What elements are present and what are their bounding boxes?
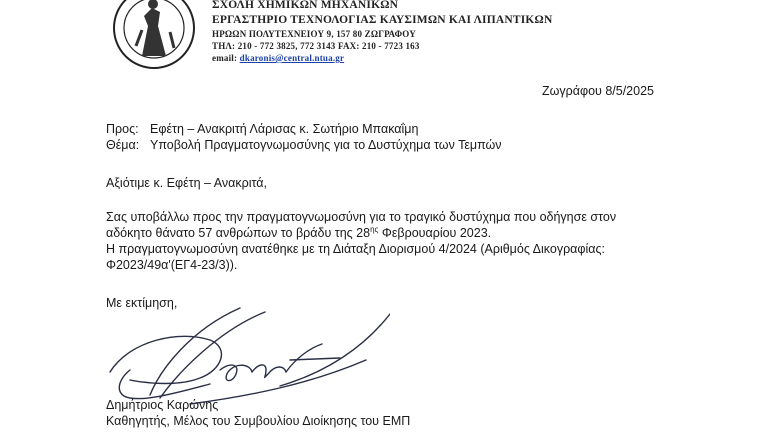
recipient-label: Προς: bbox=[106, 122, 139, 136]
signer-name: Δημήτριος Καρώνης bbox=[106, 398, 219, 412]
email-link[interactable]: dkaronis@central.ntua.gr bbox=[239, 53, 345, 63]
handwritten-signature bbox=[90, 300, 390, 410]
recipient-value: Εφέτη – Ανακριτή Λάρισας κ. Σωτήριο Μπακαΐμη bbox=[150, 122, 419, 136]
closing: Με εκτίμηση, bbox=[106, 296, 178, 310]
salutation: Αξιότιμε κ. Εφέτη – Ανακριτά, bbox=[106, 176, 267, 190]
university-seal-logo bbox=[112, 0, 196, 70]
signer-role: Καθηγητής, Μέλος του Συμβουλίου Διοίκησης του ΕΜΠ bbox=[106, 414, 411, 428]
body-line-3: Η πραγματογνωμοσύνη ανατέθηκε με τη Διάταξη Διορισμού 4/2024 (Αριθμός Δικογραφίας: bbox=[106, 242, 606, 256]
subject-value: Υποβολή Πραγματογνωμοσύνης για το Δυστύχημα των Τεμπών bbox=[150, 138, 502, 152]
letterhead-school: ΣΧΟΛΗ ΧΗΜΙΚΩΝ ΜΗΧΑΝΙΚΩΝ bbox=[212, 0, 399, 11]
body-line-2 bbox=[106, 226, 491, 241]
email-label: email: bbox=[212, 53, 238, 63]
letterhead-email-row bbox=[212, 52, 552, 64]
body-line-4: Φ2023/49α'(ΕΓ4-23/3)). bbox=[106, 258, 238, 272]
ordinal-superscript: ης bbox=[370, 224, 379, 234]
subject-label: Θέμα: bbox=[106, 138, 140, 152]
recipient-line bbox=[106, 122, 418, 137]
subject-line bbox=[106, 138, 502, 153]
body-line-1: Σας υποβάλλω προς την πραγματογνωμοσύνη για το τραγικό δυστύχημα που οδήγησε στον bbox=[106, 210, 617, 224]
letterhead-lab: ΕΡΓΑΣΤΗΡΙΟ ΤΕΧΝΟΛΟΓΙΑΣ ΚΑΥΣΙΜΩΝ ΚΑΙ ΛΙΠΑΝΤΙΚΩΝ bbox=[212, 14, 553, 26]
body-line-2-text: αδόκητο θάνατο 57 ανθρώπων το βράδυ της 28 bbox=[106, 226, 371, 240]
body-line-2-end: Φεβρουαρίου 2023. bbox=[378, 226, 492, 240]
letterhead bbox=[212, 0, 552, 64]
letterhead-address: ΗΡΩΩΝ ΠΟΛΥΤΕΧΝΕΙΟΥ 9, 157 80 ΖΩΓΡΑΦΟΥ bbox=[212, 29, 416, 39]
letterhead-phone: ΤΗΛ: 210 - 772 3825, 772 3143 FAX: 210 - 7723 163 bbox=[212, 41, 420, 51]
letter-date: Ζωγράφου 8/5/2025 bbox=[541, 84, 654, 98]
